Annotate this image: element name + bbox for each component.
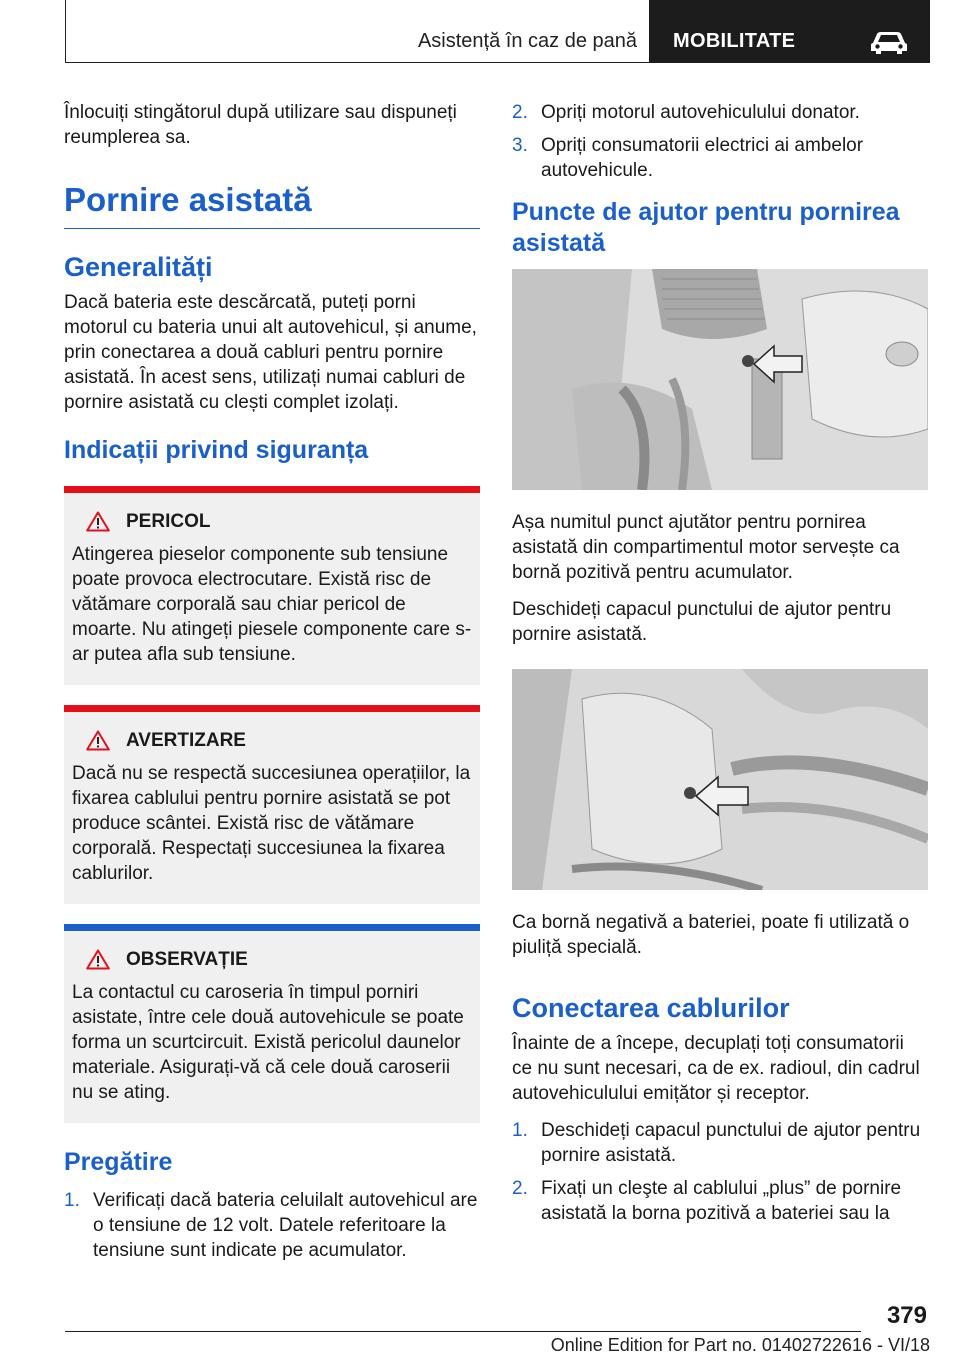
figure1-caption-1: Așa numitul punct ajutător pentru pornirea asistată din compartimentul motor servește ca bornă pozitivă pentru acumulator. [512, 512, 900, 583]
warning-box [64, 705, 480, 904]
main-heading: Pornire asistată [64, 180, 480, 229]
figure1-caption-2: Deschideți capacul punctului de ajutor pentru pornire asistată. [512, 599, 892, 645]
intro-paragraph: Înlocuiți stingătorul după utilizare sau dispuneți reumplerea sa. [64, 102, 457, 148]
section-tab [65, 0, 650, 63]
page-header [65, 0, 930, 64]
preparation-steps [64, 1188, 480, 1263]
engine-bay-positive-terminal-image [512, 269, 928, 490]
safety-heading: Indicații privind siguranța [64, 436, 369, 464]
footer-divider [65, 1331, 861, 1332]
connect-steps [512, 1118, 928, 1226]
figure2-caption: Ca bornă negativă a bateriei, poate fi utilizată o piuliță specială. [512, 912, 910, 958]
page-number: 379 [886, 1302, 927, 1329]
warning-box-text: Dacă nu se respectă succesiunea operațiilor, la fixarea cablului pentru pornire asistată se pot produce scântei. Există risc de vătămare corporală. Respectați succesiunea la fixarea cablurilor. [72, 763, 471, 884]
car-icon [868, 27, 910, 57]
note-box-title: OBSERVAȚIE [72, 947, 472, 972]
chapter-title: MOBILITATE [673, 30, 796, 52]
preparation-heading: Pregătire [64, 1148, 173, 1176]
list-item: 3. Opriți consumatorii electrici ai ambelor autovehicule. [512, 135, 864, 181]
jump-points-heading: Puncte de ajutor pentru pornirea asistată [512, 198, 900, 257]
note-box [64, 924, 480, 1123]
connect-heading: Conectarea cablurilor [512, 993, 790, 1023]
list-item: 1. Verificați dacă bateria celuilalt autovehicul are o tensiune de 12 volt. Datele referitoare la tensiune sunt indicate pe acumulator. [64, 1190, 478, 1261]
warning-triangle-icon [86, 949, 110, 970]
list-item: 1. Deschideți capacul punctului de ajutor pentru pornire asistată. [512, 1120, 921, 1166]
general-paragraph: Dacă bateria este descărcată, puteți porni motorul cu bateria unui alt autovehicul, și anume, prin conectarea a două cabluri pentru pornire asistată. În acest sens, utilizați numai cabluri de pornire asistată cu clești complet izolați. [64, 292, 477, 413]
danger-box-text: Atingerea pieselor componente sub tensiune poate provoca electrocutare. Există risc de vătămare corporală sau chiar pericol de moarte. Nu atingeți piesele componente care s-ar putea afla sub tensiune. [72, 544, 472, 665]
engine-bay-ground-point-image [512, 669, 928, 890]
list-item: 2. Fixați un cleşte al cablului „plus” de pornire asistată la borna pozitivă a bateriei sau la [512, 1178, 902, 1224]
connect-intro: Înainte de a începe, decuplați toți consumatorii ce nu sunt necesari, ca de ex. radioul, din cadrul autovehiculului emițător și receptor. [512, 1033, 920, 1104]
right-column [512, 100, 928, 1234]
danger-box-title: PERICOL [72, 509, 472, 534]
danger-box [64, 486, 480, 685]
warning-box-title: AVERTIZARE [72, 728, 472, 753]
edition-text: Online Edition for Part no. 01402722616 - VI/18 [550, 1335, 930, 1355]
chapter-tab [649, 0, 930, 63]
left-column [64, 100, 480, 1271]
note-box-text: La contactul cu caroseria în timpul porniri asistate, între cele două autovehicule se poate forma un scurtcircuit. Există pericolul daunelor materiale. Asigurați-vă că cele două caroserii nu se ating. [72, 982, 464, 1103]
steps-continued [512, 100, 928, 183]
general-heading: Generalități [64, 252, 213, 282]
warning-triangle-icon [86, 511, 110, 532]
list-item: 2. Opriți motorul autovehiculului donator. [512, 102, 860, 123]
section-title: Asistență în caz de pană [417, 30, 637, 52]
warning-triangle-icon [86, 730, 110, 751]
